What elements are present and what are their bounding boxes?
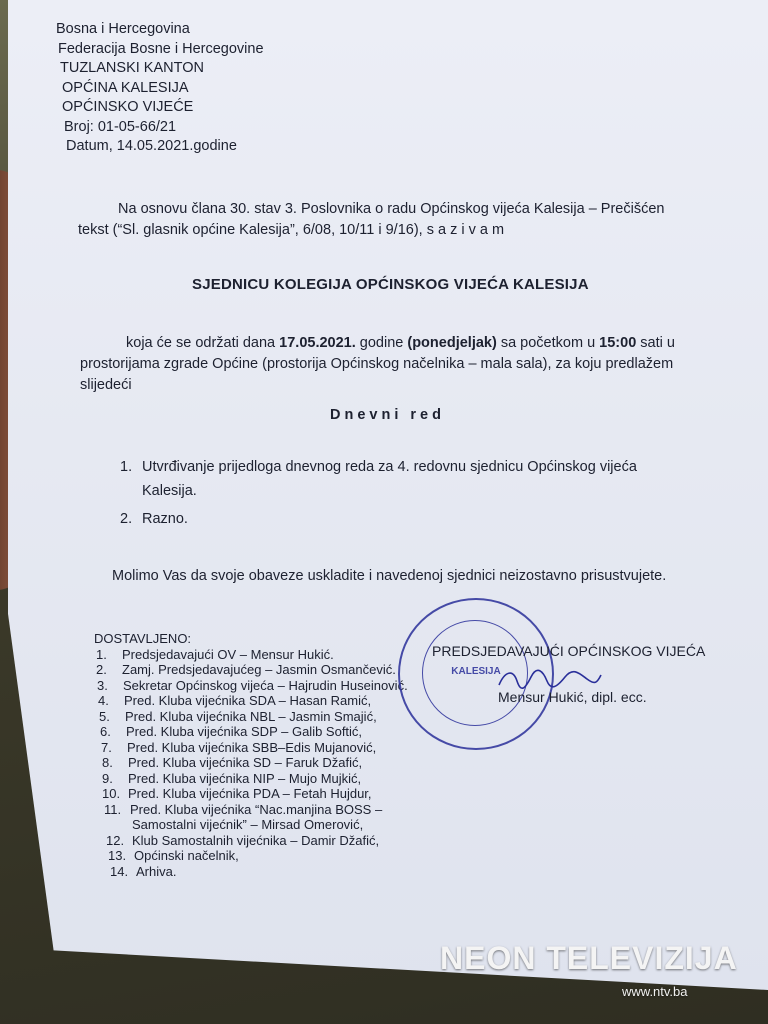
intro-paragraph bbox=[80, 199, 664, 241]
meeting-line: prostorijama zgrade Općine (prostorija Općinskog načelnika – mala sala), za koju predlažem bbox=[80, 356, 674, 372]
meeting-line: koja će se održati dana 17.05.2021. godine (ponedjeljak) sa početkom u 15:00 sati u bbox=[126, 335, 675, 351]
agenda-item: 1. Utvrđivanje prijedloga dnevnog reda za 4. redovnu sjednicu Općinskog vijeća bbox=[120, 459, 637, 475]
distribution-item: 7. Pred. Kluba vijećnika SBB–Edis Mujanović, bbox=[101, 739, 377, 755]
header-line: TUZLANSKI KANTON bbox=[60, 60, 204, 76]
agenda-item-continuation: Kalesija. bbox=[142, 483, 197, 499]
distribution-item: 8. Pred. Kluba vijećnika SD – Faruk Džafić, bbox=[102, 755, 363, 770]
meeting-day: (ponedjeljak) bbox=[407, 335, 497, 351]
distribution-item: 9. Pred. Kluba vijećnika NIP – Mujo Mujkić, bbox=[102, 770, 362, 786]
distribution-item: 3. Sekretar Općinskog vijeća – Hajrudin Huseinović. bbox=[97, 677, 408, 693]
header-line: OPĆINSKO VIJEĆE bbox=[62, 99, 194, 115]
distribution-list bbox=[94, 631, 408, 879]
agenda-title: Dnevni red bbox=[330, 407, 445, 423]
agenda-list bbox=[120, 455, 730, 531]
signature-name: Mensur Hukić, dipl. ecc. bbox=[498, 689, 647, 705]
header-line: Federacija Bosne i Hercegovine bbox=[58, 40, 264, 57]
distribution-item-continuation: Samostalni vijećnik” – Mirsad Omerović, bbox=[132, 817, 364, 832]
meeting-paragraph bbox=[80, 333, 675, 396]
intro-line: Na osnovu člana 30. stav 3. Poslovnika o radu Općinskog vijeća Kalesija – Prečišćen bbox=[118, 201, 665, 217]
document-header bbox=[56, 20, 264, 157]
document-date: Datum, 14.05.2021.godine bbox=[66, 138, 237, 154]
distribution-item: 11. Pred. Kluba vijećnika “Nac.manjina BOSS – bbox=[104, 801, 383, 817]
distribution-item: 4. Pred. Kluba vijećnika SDA – Hasan Ramić, bbox=[98, 693, 372, 708]
header-line: OPĆINA KALESIJA bbox=[62, 79, 189, 96]
distribution-item: 5. Pred. Kluba vijećnika NBL – Jasmin Smajić, bbox=[99, 708, 377, 724]
distribution-item: 2. Zamj. Predsjedavajućeg – Jasmin Osmančević. bbox=[96, 662, 396, 677]
meeting-date: 17.05.2021. bbox=[279, 335, 356, 351]
distribution-item: 12. Klub Samostalnih vijećnika – Damir Džafić, bbox=[106, 832, 380, 848]
header-line: Bosna i Hercegovina bbox=[56, 21, 190, 37]
document-title: SJEDNICU KOLEGIJA OPĆINSKOG VIJEĆA KALESIJA bbox=[192, 276, 589, 293]
closing-sentence: Molimo Vas da svoje obaveze uskladite i navedenoj sjednici neizostavno prisustvujete. bbox=[112, 568, 667, 584]
distribution-item: 10. Pred. Kluba vijećnika PDA – Fetah Hujdur, bbox=[102, 786, 372, 801]
distribution-item: 1. Predsjedavajući OV – Mensur Hukić. bbox=[96, 646, 334, 662]
distribution-item: 13. Općinski načelnik, bbox=[108, 848, 239, 863]
meeting-time: 15:00 bbox=[599, 335, 637, 351]
meeting-line: slijedeći bbox=[80, 377, 132, 393]
intro-line: tekst (“Sl. glasnik općine Kalesija”, 6/08, 10/11 i 9/16), s a z i v a m bbox=[78, 222, 505, 238]
signature-title: PREDSJEDAVAJUĆI OPĆINSKOG VIJEĆA bbox=[432, 643, 706, 659]
distribution-label: DOSTAVLJENO: bbox=[94, 631, 192, 646]
tv-watermark-logo: NEON TELEVIZIJA bbox=[440, 940, 738, 976]
distribution-item: 14. Arhiva. bbox=[110, 863, 177, 879]
tv-watermark-url: www.ntv.ba bbox=[622, 984, 688, 999]
document-number: Broj: 01-05-66/21 bbox=[64, 118, 177, 135]
distribution-item: 6. Pred. Kluba vijećnika SDP – Galib Softić, bbox=[100, 724, 363, 739]
agenda-item: 2. Razno. bbox=[120, 511, 188, 527]
stamp-center-text: KALESIJA bbox=[451, 666, 501, 677]
